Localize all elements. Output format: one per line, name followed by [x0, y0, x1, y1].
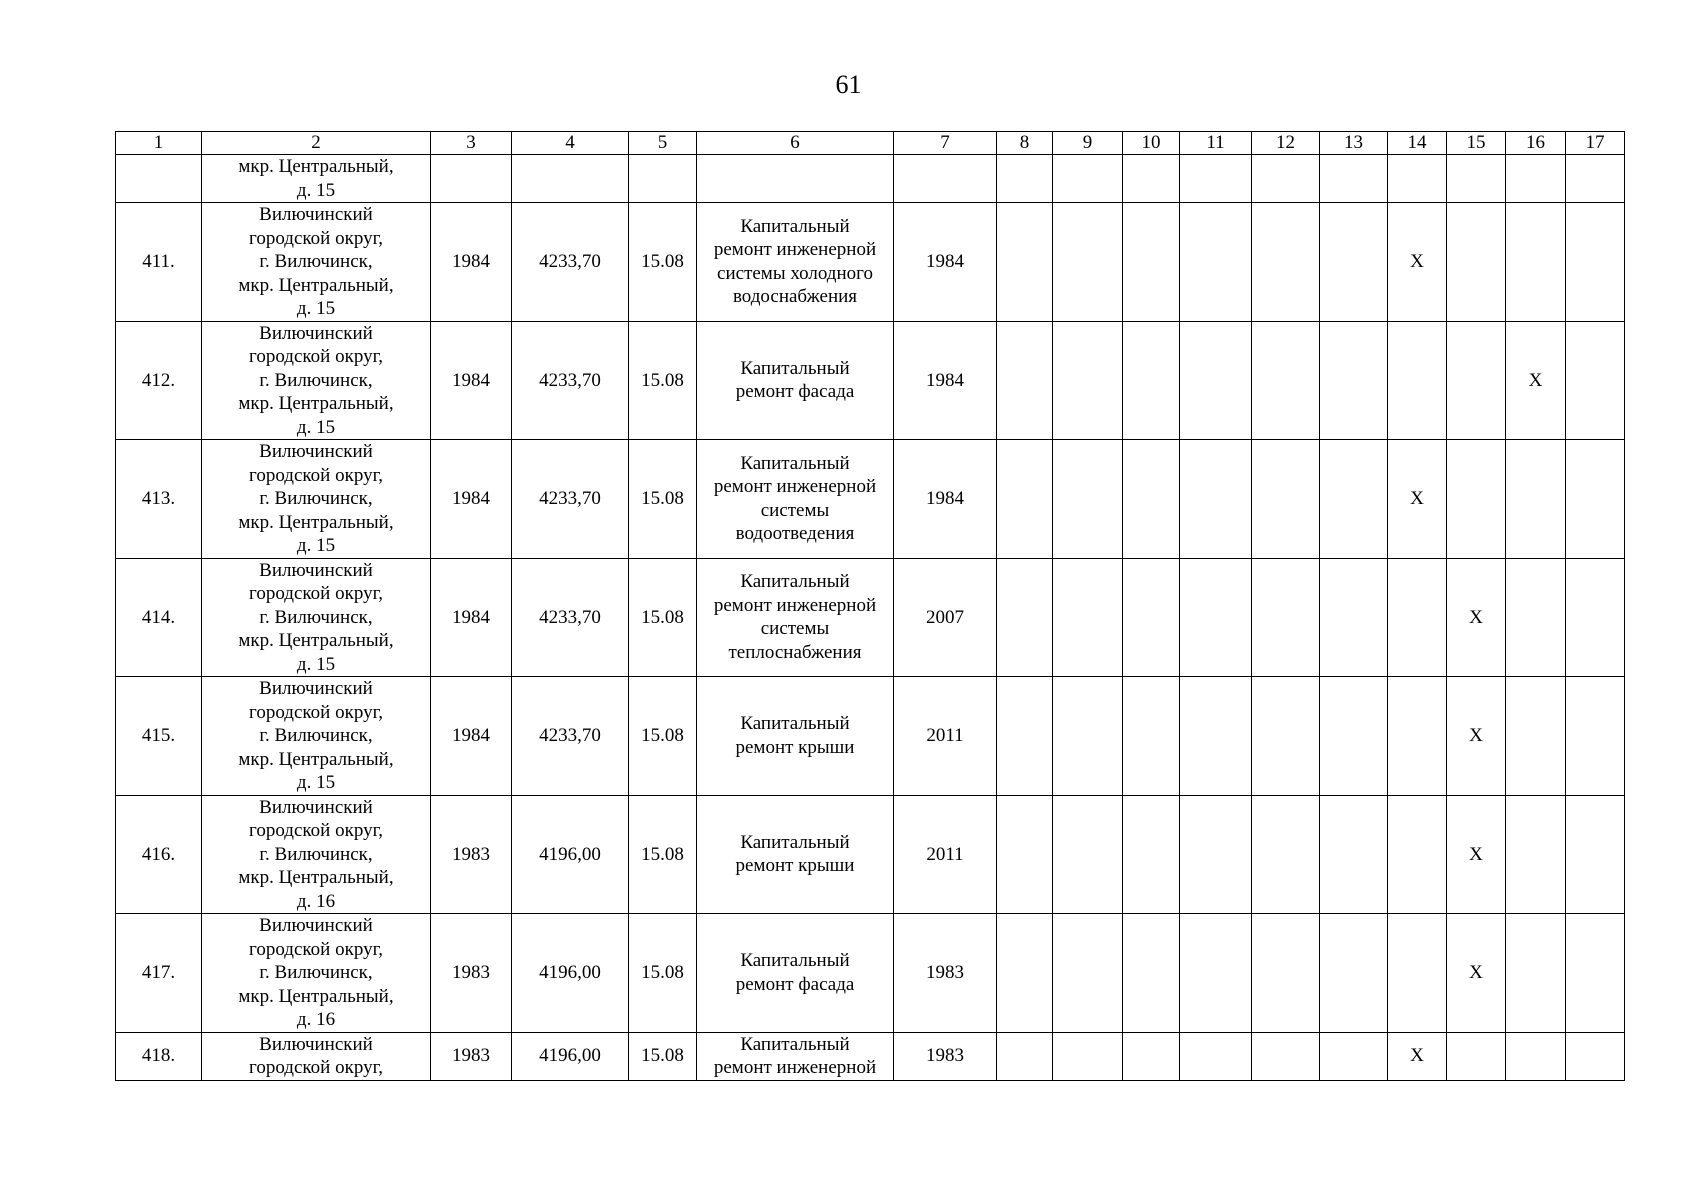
table-row	[116, 1032, 1625, 1080]
period-mark-cell-12	[1252, 440, 1320, 559]
column-header-4: 4	[512, 132, 629, 155]
period-mark-cell-16	[1506, 795, 1566, 914]
address-line: д. 15	[296, 416, 336, 438]
period-mark-cell-12	[1252, 558, 1320, 677]
work-type-line: водоснабжения	[732, 286, 858, 308]
code-cell: 15.08	[629, 203, 697, 322]
code-cell: 15.08	[629, 795, 697, 914]
column-header-11: 11	[1180, 132, 1252, 155]
work-type-line: Капитальный	[740, 215, 850, 237]
year-built-cell: 1984	[431, 677, 512, 796]
area-cell: 4196,00	[512, 795, 629, 914]
column-header-7: 7	[894, 132, 997, 155]
period-mark-cell-17	[1566, 1032, 1625, 1080]
table-row	[116, 155, 1625, 203]
period-mark-cell-17	[1566, 914, 1625, 1033]
column-header-17: 17	[1566, 132, 1625, 155]
column-header-5: 5	[629, 132, 697, 155]
row-number-cell: 414.	[116, 558, 202, 677]
period-mark-cell-17	[1566, 203, 1625, 322]
period-mark-cell-13	[1320, 1032, 1388, 1080]
address-cell	[202, 914, 431, 1033]
column-header-14: 14	[1388, 132, 1447, 155]
period-mark-cell-15: X	[1447, 677, 1506, 796]
period-mark-cell-13	[1320, 914, 1388, 1033]
period-mark-cell-13	[1320, 440, 1388, 559]
period-mark-cell-14: X	[1388, 1032, 1447, 1080]
table-row	[116, 558, 1625, 677]
period-mark-cell-10	[1123, 155, 1180, 203]
area-cell: 4233,70	[512, 558, 629, 677]
period-mark-cell-14	[1388, 677, 1447, 796]
period-mark-cell-11	[1180, 1032, 1252, 1080]
period-mark-cell-10	[1123, 914, 1180, 1033]
address-cell	[202, 440, 431, 559]
work-type-cell	[697, 1032, 894, 1080]
period-mark-cell-17	[1566, 677, 1625, 796]
address-line: д. 15	[296, 298, 336, 319]
work-type-line: ремонт инженерной	[713, 476, 877, 498]
work-type-line: ремонт инженерной	[713, 594, 877, 616]
year-built-cell: 1984	[431, 558, 512, 677]
repair-year-cell: 1983	[894, 1032, 997, 1080]
address-line: городской округ,	[249, 820, 383, 841]
period-mark-cell-9	[1053, 677, 1123, 796]
period-mark-cell-11	[1180, 558, 1252, 677]
column-header-10: 10	[1123, 132, 1180, 155]
address-line: мкр. Центральный,	[238, 274, 394, 296]
area-cell: 4233,70	[512, 677, 629, 796]
column-header-15: 15	[1447, 132, 1506, 155]
period-mark-cell-16: X	[1506, 321, 1566, 440]
row-number-cell: 412.	[116, 321, 202, 440]
column-header-3: 3	[431, 132, 512, 155]
row-number-cell: 417.	[116, 914, 202, 1033]
work-type-line: Капитальный	[740, 1033, 850, 1055]
repair-year-cell: 1983	[894, 914, 997, 1033]
table-row	[116, 203, 1625, 322]
work-type-cell	[697, 203, 894, 322]
period-mark-cell-9	[1053, 203, 1123, 322]
address-line: Вилючинский	[259, 678, 373, 699]
period-mark-cell-16	[1506, 155, 1566, 203]
address-line: Вилючинский	[259, 559, 373, 581]
table-row	[116, 795, 1625, 914]
column-number-row	[116, 132, 1625, 155]
address-cell	[202, 795, 431, 914]
work-type-line: Капитальный	[740, 357, 850, 379]
period-mark-cell-17	[1566, 795, 1625, 914]
code-cell: 15.08	[629, 440, 697, 559]
period-mark-cell-9	[1053, 155, 1123, 203]
work-type-line: системы	[760, 618, 830, 640]
work-type-line: Капитальный	[740, 831, 850, 853]
period-mark-cell-17	[1566, 558, 1625, 677]
period-mark-cell-8	[997, 440, 1053, 559]
address-line: мкр. Центральный,	[238, 985, 394, 1007]
address-line: г. Вилючинск,	[259, 725, 373, 746]
repair-schedule-table	[115, 131, 1625, 1081]
code-cell: 15.08	[629, 321, 697, 440]
period-mark-cell-17	[1566, 321, 1625, 440]
work-type-line: теплоснабжения	[728, 641, 862, 663]
period-mark-cell-14	[1388, 795, 1447, 914]
address-line: мкр. Центральный,	[238, 156, 394, 177]
address-line: д. 15	[296, 535, 336, 556]
period-mark-cell-12	[1252, 321, 1320, 440]
address-cell	[202, 558, 431, 677]
work-type-line: ремонт крыши	[735, 736, 855, 758]
period-mark-cell-12	[1252, 155, 1320, 203]
period-mark-cell-12	[1252, 914, 1320, 1033]
address-line: Вилючинский	[259, 796, 373, 818]
period-mark-cell-16	[1506, 558, 1566, 677]
address-line: городской округ,	[249, 346, 383, 367]
period-mark-cell-9	[1053, 558, 1123, 677]
address-line: д. 15	[296, 179, 336, 201]
address-line: городской округ,	[249, 464, 383, 486]
address-line: городской округ,	[249, 227, 383, 249]
repair-year-cell: 2011	[894, 677, 997, 796]
work-type-line: ремонт инженерной	[713, 239, 877, 261]
address-line: городской округ,	[249, 583, 383, 604]
work-type-line: Капитальный	[740, 713, 850, 735]
row-number-cell: 415.	[116, 677, 202, 796]
period-mark-cell-8	[997, 321, 1053, 440]
period-mark-cell-10	[1123, 1032, 1180, 1080]
address-line: д. 16	[296, 1009, 336, 1030]
table-body	[116, 155, 1625, 1081]
work-type-line: ремонт фасада	[735, 381, 855, 403]
period-mark-cell-9	[1053, 914, 1123, 1033]
period-mark-cell-15: X	[1447, 795, 1506, 914]
address-cell	[202, 203, 431, 322]
work-type-line: водоотведения	[735, 523, 855, 545]
period-mark-cell-8	[997, 1032, 1053, 1080]
period-mark-cell-16	[1506, 1032, 1566, 1080]
work-type-line: ремонт инженерной	[713, 1057, 877, 1078]
period-mark-cell-11	[1180, 677, 1252, 796]
work-type-cell	[697, 155, 894, 203]
address-line: г. Вилючинск,	[259, 488, 373, 509]
year-built-cell: 1983	[431, 914, 512, 1033]
address-cell	[202, 155, 431, 203]
period-mark-cell-9	[1053, 795, 1123, 914]
address-line: городской округ,	[249, 701, 383, 723]
address-line: мкр. Центральный,	[238, 867, 394, 888]
address-line: Вилючинский	[259, 204, 373, 225]
code-cell: 15.08	[629, 914, 697, 1033]
period-mark-cell-10	[1123, 677, 1180, 796]
address-cell	[202, 1032, 431, 1080]
period-mark-cell-14	[1388, 558, 1447, 677]
column-header-12: 12	[1252, 132, 1320, 155]
period-mark-cell-11	[1180, 321, 1252, 440]
period-mark-cell-8	[997, 914, 1053, 1033]
period-mark-cell-17	[1566, 155, 1625, 203]
period-mark-cell-16	[1506, 440, 1566, 559]
work-type-cell	[697, 321, 894, 440]
work-type-line: системы холодного	[717, 262, 873, 284]
period-mark-cell-13	[1320, 203, 1388, 322]
row-number-cell: 416.	[116, 795, 202, 914]
row-number-cell	[116, 155, 202, 203]
period-mark-cell-15	[1447, 321, 1506, 440]
area-cell: 4233,70	[512, 440, 629, 559]
table-row	[116, 914, 1625, 1033]
year-built-cell: 1983	[431, 1032, 512, 1080]
area-cell: 4233,70	[512, 321, 629, 440]
address-line: Вилючинский	[259, 1033, 373, 1055]
repair-year-cell	[894, 155, 997, 203]
address-line: г. Вилючинск,	[259, 962, 373, 983]
code-cell	[629, 155, 697, 203]
work-type-cell	[697, 558, 894, 677]
page-number: 61	[835, 70, 862, 99]
address-line: д. 16	[296, 890, 336, 912]
address-line: мкр. Центральный,	[238, 748, 394, 770]
table-row	[116, 440, 1625, 559]
period-mark-cell-15	[1447, 1032, 1506, 1080]
column-header-16: 16	[1506, 132, 1566, 155]
address-line: г. Вилючинск,	[259, 606, 373, 628]
period-mark-cell-15: X	[1447, 914, 1506, 1033]
table-row	[116, 321, 1625, 440]
repair-year-cell: 2011	[894, 795, 997, 914]
area-cell: 4233,70	[512, 203, 629, 322]
area-cell	[512, 155, 629, 203]
period-mark-cell-9	[1053, 440, 1123, 559]
address-line: мкр. Центральный,	[238, 511, 394, 533]
period-mark-cell-11	[1180, 203, 1252, 322]
repair-year-cell: 1984	[894, 203, 997, 322]
period-mark-cell-10	[1123, 440, 1180, 559]
work-type-line: Капитальный	[740, 950, 850, 972]
work-type-line: системы	[760, 499, 830, 521]
address-line: Вилючинский	[259, 915, 373, 936]
period-mark-cell-12	[1252, 203, 1320, 322]
period-mark-cell-12	[1252, 1032, 1320, 1080]
period-mark-cell-11	[1180, 914, 1252, 1033]
period-mark-cell-15	[1447, 155, 1506, 203]
address-line: г. Вилючинск,	[259, 251, 373, 272]
period-mark-cell-15	[1447, 203, 1506, 322]
period-mark-cell-16	[1506, 203, 1566, 322]
period-mark-cell-10	[1123, 795, 1180, 914]
period-mark-cell-14	[1388, 321, 1447, 440]
period-mark-cell-8	[997, 677, 1053, 796]
period-mark-cell-8	[997, 203, 1053, 322]
period-mark-cell-15	[1447, 440, 1506, 559]
work-type-cell	[697, 795, 894, 914]
address-line: Вилючинский	[259, 441, 373, 462]
period-mark-cell-12	[1252, 795, 1320, 914]
address-line: г. Вилючинск,	[259, 369, 373, 391]
period-mark-cell-13	[1320, 155, 1388, 203]
address-line: мкр. Центральный,	[238, 630, 394, 651]
period-mark-cell-11	[1180, 795, 1252, 914]
code-cell: 15.08	[629, 677, 697, 796]
period-mark-cell-16	[1506, 677, 1566, 796]
address-cell	[202, 321, 431, 440]
period-mark-cell-14: X	[1388, 440, 1447, 559]
row-number-cell: 411.	[116, 203, 202, 322]
period-mark-cell-15: X	[1447, 558, 1506, 677]
period-mark-cell-8	[997, 558, 1053, 677]
period-mark-cell-17	[1566, 440, 1625, 559]
period-mark-cell-14	[1388, 914, 1447, 1033]
period-mark-cell-8	[997, 795, 1053, 914]
work-type-cell	[697, 677, 894, 796]
repair-year-cell: 1984	[894, 321, 997, 440]
address-line: д. 15	[296, 653, 336, 675]
period-mark-cell-13	[1320, 677, 1388, 796]
area-cell: 4196,00	[512, 1032, 629, 1080]
row-number-cell: 418.	[116, 1032, 202, 1080]
address-cell	[202, 677, 431, 796]
column-header-13: 13	[1320, 132, 1388, 155]
period-mark-cell-8	[997, 155, 1053, 203]
work-type-line: Капитальный	[740, 452, 850, 474]
period-mark-cell-9	[1053, 321, 1123, 440]
period-mark-cell-14	[1388, 155, 1447, 203]
year-built-cell: 1984	[431, 440, 512, 559]
period-mark-cell-9	[1053, 1032, 1123, 1080]
period-mark-cell-12	[1252, 677, 1320, 796]
period-mark-cell-16	[1506, 914, 1566, 1033]
period-mark-cell-10	[1123, 321, 1180, 440]
code-cell: 15.08	[629, 1032, 697, 1080]
period-mark-cell-10	[1123, 203, 1180, 322]
address-line: Вилючинский	[259, 322, 373, 344]
work-type-line: ремонт фасада	[735, 973, 855, 995]
period-mark-cell-13	[1320, 795, 1388, 914]
year-built-cell: 1984	[431, 203, 512, 322]
repair-year-cell: 2007	[894, 558, 997, 677]
period-mark-cell-11	[1180, 440, 1252, 559]
column-header-2: 2	[202, 132, 431, 155]
address-line: городской округ,	[249, 938, 383, 960]
address-line: д. 15	[296, 772, 336, 793]
column-header-9: 9	[1053, 132, 1123, 155]
period-mark-cell-14: X	[1388, 203, 1447, 322]
table-row	[116, 677, 1625, 796]
address-line: мкр. Центральный,	[238, 393, 394, 414]
work-type-cell	[697, 914, 894, 1033]
year-built-cell: 1984	[431, 321, 512, 440]
period-mark-cell-13	[1320, 558, 1388, 677]
address-line: г. Вилючинск,	[259, 843, 373, 865]
work-type-cell	[697, 440, 894, 559]
year-built-cell	[431, 155, 512, 203]
repair-year-cell: 1984	[894, 440, 997, 559]
period-mark-cell-13	[1320, 321, 1388, 440]
year-built-cell: 1983	[431, 795, 512, 914]
code-cell: 15.08	[629, 558, 697, 677]
column-header-1: 1	[116, 132, 202, 155]
work-type-line: ремонт крыши	[735, 855, 855, 877]
column-header-6: 6	[697, 132, 894, 155]
period-mark-cell-10	[1123, 558, 1180, 677]
column-header-8: 8	[997, 132, 1053, 155]
period-mark-cell-11	[1180, 155, 1252, 203]
row-number-cell: 413.	[116, 440, 202, 559]
area-cell: 4196,00	[512, 914, 629, 1033]
address-line: городской округ,	[249, 1057, 383, 1078]
work-type-line: Капитальный	[740, 571, 850, 593]
